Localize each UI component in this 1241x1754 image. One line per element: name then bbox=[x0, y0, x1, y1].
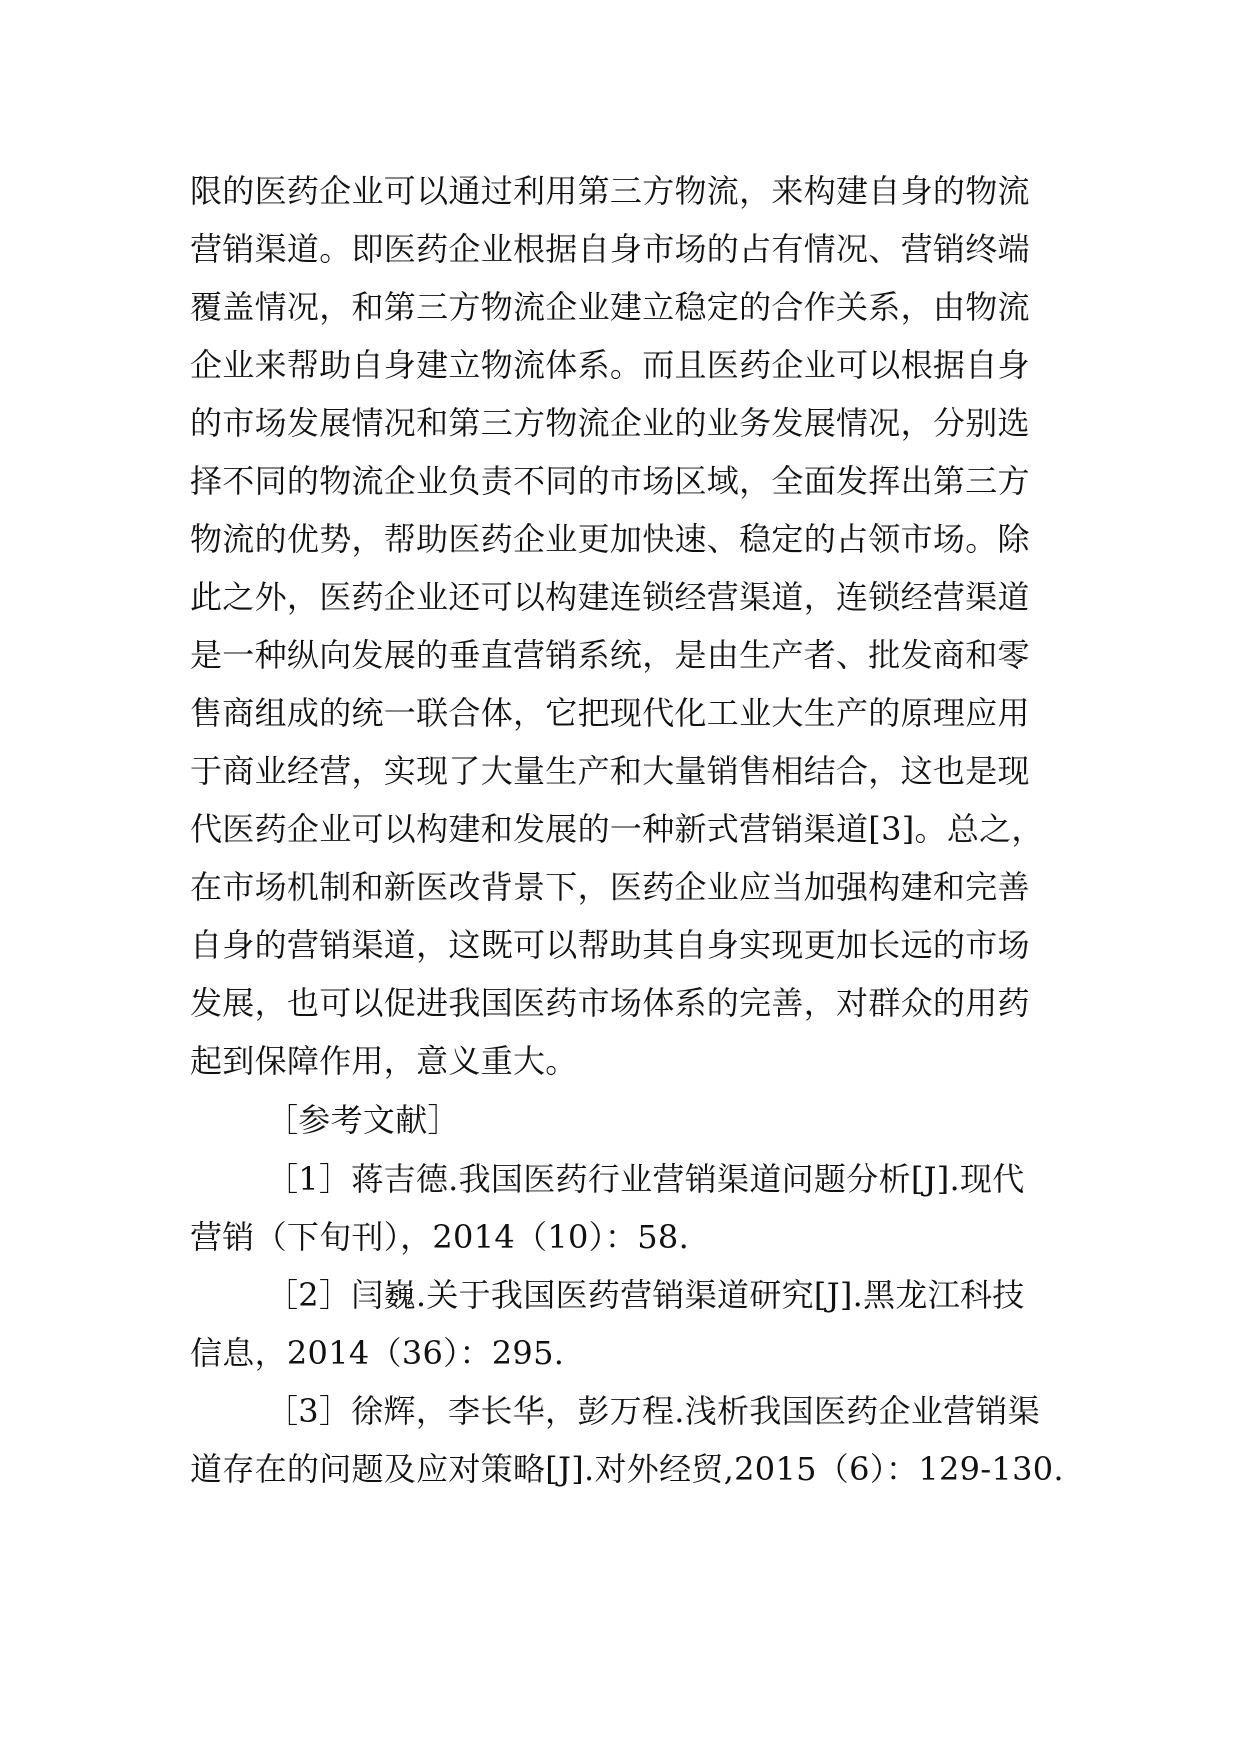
reference-line: 道存在的问题及应对策略[J].对外经贸,2015（6）：129-130. bbox=[190, 1450, 1064, 1488]
paragraph-line: 发展，也可以促进我国医药市场体系的完善，对群众的用药 bbox=[190, 984, 1030, 1022]
reference-line: ［3］徐辉，李长华，彭万程.浅析我国医药企业营销渠 bbox=[266, 1392, 1041, 1430]
paragraph-line: 起到保障作用，意义重大。 bbox=[190, 1042, 578, 1080]
reference-entry bbox=[190, 1150, 1046, 1266]
paragraph-line: 营销渠道。即医药企业根据自身市场的占有情况、营销终端 bbox=[190, 230, 1030, 268]
paragraph-line: 限的医药企业可以通过利用第三方物流，来构建自身的物流 bbox=[190, 172, 1030, 210]
paragraph-line: 在市场机制和新医改背景下，医药企业应当加强构建和完善 bbox=[190, 868, 1030, 906]
paragraph-line: 物流的优势，帮助医药企业更加快速、稳定的占领市场。除 bbox=[190, 520, 1030, 558]
paragraph-line: 此之外，医药企业还可以构建连锁经营渠道，连锁经营渠道 bbox=[190, 578, 1030, 616]
paragraph-line: 的市场发展情况和第三方物流企业的业务发展情况，分别选 bbox=[190, 404, 1030, 442]
paragraph-line: 售商组成的统一联合体，它把现代化工业大生产的原理应用 bbox=[190, 694, 1030, 732]
paragraph-line: 代医药企业可以构建和发展的一种新式营销渠道[3]。总之， bbox=[190, 810, 1044, 848]
paragraph-line: 是一种纵向发展的垂直营销系统，是由生产者、批发商和零 bbox=[190, 636, 1030, 674]
paragraph-line: 自身的营销渠道，这既可以帮助其自身实现更加长远的市场 bbox=[190, 926, 1030, 964]
paragraph-line: 择不同的物流企业负责不同的市场区域，全面发挥出第三方 bbox=[190, 462, 1030, 500]
reference-line: ［2］闫巍.关于我国医药营销渠道研究[J].黑龙江科技 bbox=[266, 1276, 1025, 1314]
paragraph-line: 于商业经营，实现了大量生产和大量销售相结合，这也是现 bbox=[190, 752, 1030, 790]
references-heading: ［参考文献］ bbox=[266, 1101, 460, 1139]
paragraph-line: 企业来帮助自身建立物流体系。而且医药企业可以根据自身 bbox=[190, 346, 1030, 384]
paragraph-line: 覆盖情况，和第三方物流企业建立稳定的合作关系，由物流 bbox=[190, 288, 1030, 326]
reference-entry bbox=[190, 1382, 1064, 1498]
reference-line: 信息，2014（36）：295. bbox=[190, 1334, 565, 1372]
reference-line: 营销（下旬刊），2014（10）：58. bbox=[190, 1218, 690, 1256]
body-text bbox=[190, 162, 1064, 1498]
reference-line: ［1］蒋吉德.我国医药行业营销渠道问题分析[J].现代 bbox=[266, 1160, 1025, 1198]
reference-entry bbox=[190, 1266, 1046, 1382]
